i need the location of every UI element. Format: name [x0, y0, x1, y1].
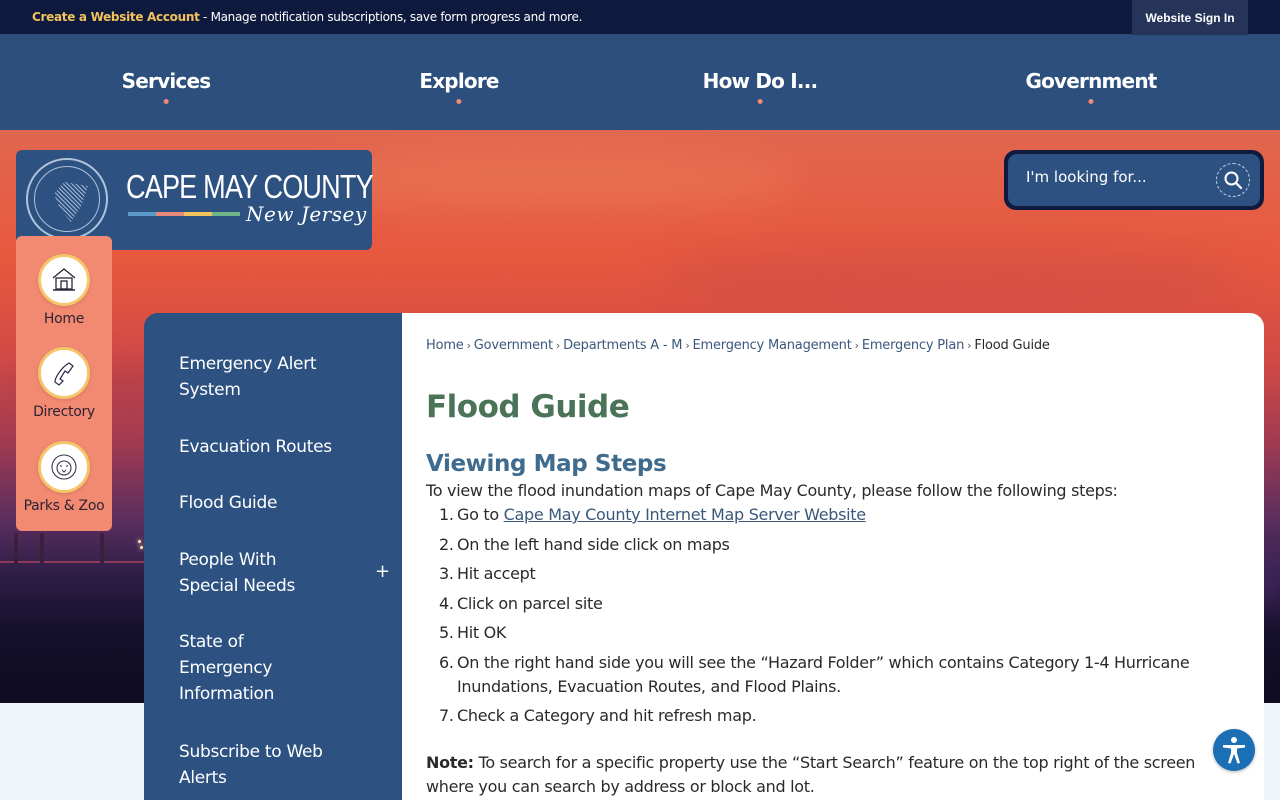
create-account-link[interactable]: Create a Website Account [32, 10, 200, 24]
search-field-wrapper [1008, 154, 1260, 206]
nav-dot-icon [1088, 99, 1093, 104]
breadcrumb [426, 338, 1050, 353]
account-promo-text: - Manage notification subscriptions, save form progress and more. [199, 10, 583, 24]
breadcrumb-separator: › [854, 339, 859, 352]
step-text: Click on parcel site [457, 594, 603, 613]
breadcrumb-emergency-plan[interactable]: Emergency Plan [861, 338, 965, 353]
color-bar [128, 212, 156, 216]
intro-text: To view the flood inundation maps of Cape May County, please follow the following steps: [426, 481, 1118, 500]
pier-post [100, 533, 104, 563]
step-number: 4. [439, 594, 454, 613]
cloud-shape [650, 240, 1250, 310]
nav-label: Services [121, 69, 211, 93]
step-number: 2. [439, 535, 454, 554]
list-item [439, 592, 1217, 616]
logo-title: CAPE MAY COUNTY [126, 168, 373, 205]
accessibility-button[interactable] [1213, 729, 1255, 771]
quick-link-parks-zoo[interactable] [16, 441, 112, 514]
pier-light [138, 540, 141, 543]
step-number: 3. [439, 564, 454, 583]
utility-bar [0, 0, 1280, 35]
step-text: Check a Category and hit refresh map. [457, 706, 757, 725]
step-text: Hit OK [457, 623, 507, 642]
map-server-link[interactable]: Cape May County Internet Map Server Website [503, 505, 866, 524]
color-bar [212, 212, 240, 216]
quick-links [16, 236, 112, 531]
step-text: Go to [457, 505, 504, 524]
note-label: Note: [426, 753, 474, 772]
color-bar [156, 212, 184, 216]
list-item [439, 533, 1217, 557]
quick-link-circle [38, 441, 90, 493]
nav-label: How Do I... [702, 69, 818, 93]
list-item [439, 704, 1217, 728]
nav-label: Government [1025, 69, 1157, 93]
list-item [439, 562, 1217, 586]
accessibility-icon [1219, 735, 1249, 765]
nav-government[interactable] [1025, 69, 1156, 104]
phone-icon [50, 359, 78, 387]
breadcrumb-emergency-management[interactable]: Emergency Management [692, 338, 852, 353]
search-button[interactable] [1216, 163, 1250, 197]
sidenav-item-subscribe-alerts[interactable]: Subscribe to Web Alerts [179, 742, 323, 788]
step-number: 6. [439, 653, 454, 672]
list-item [439, 503, 1217, 527]
breadcrumb-separator: › [685, 339, 690, 352]
main-content [402, 313, 1264, 800]
nav-dot-icon [164, 99, 169, 104]
quick-link-label: Directory [33, 404, 95, 420]
nav-services[interactable] [122, 69, 211, 104]
account-promo [32, 10, 582, 24]
step-text: Hit accept [457, 564, 536, 583]
sidenav-item-emergency-alert-system[interactable]: Emergency Alert System [179, 354, 317, 400]
breadcrumb-home[interactable]: Home [426, 338, 464, 353]
step-number: 5. [439, 623, 454, 642]
nav-dot-icon [457, 99, 462, 104]
quick-link-home[interactable] [16, 254, 112, 327]
breadcrumb-government[interactable]: Government [473, 338, 553, 353]
nav-explore[interactable] [419, 69, 498, 104]
quick-link-label: Home [43, 311, 85, 327]
sidenav-item-evacuation-routes[interactable]: Evacuation Routes [179, 437, 332, 457]
quick-link-directory[interactable] [16, 347, 112, 420]
pier-post [40, 533, 44, 563]
main-navigation [0, 35, 1280, 130]
site-search [1004, 150, 1264, 210]
list-item [439, 651, 1217, 699]
step-number: 7. [439, 706, 454, 725]
breadcrumb-departments[interactable]: Departments A - M [563, 338, 683, 353]
website-sign-in-button[interactable]: Website Sign In [1132, 0, 1248, 35]
breadcrumb-separator: › [967, 339, 972, 352]
pier-light [140, 546, 143, 549]
sidenav-item-people-special-needs[interactable]: People With Special Needs [179, 550, 296, 596]
sidenav-item-state-of-emergency[interactable]: State of Emergency Information [179, 632, 275, 704]
quick-link-circle [38, 254, 90, 306]
quick-link-label: Parks & Zoo [23, 498, 105, 514]
nav-label: Explore [419, 69, 499, 93]
nav-dot-icon [757, 99, 762, 104]
list-item [439, 621, 1217, 645]
section-heading: Viewing Map Steps [426, 451, 667, 477]
lion-icon [49, 452, 79, 482]
color-bar [184, 212, 212, 216]
section-side-nav [144, 313, 402, 800]
quick-link-circle [38, 347, 90, 399]
breadcrumb-separator: › [555, 339, 561, 352]
pier-post [14, 533, 18, 563]
step-number: 1. [439, 505, 454, 524]
county-logo[interactable] [16, 150, 372, 250]
breadcrumb-separator: › [466, 339, 471, 352]
step-text: On the right hand side you will see the “Hazard Folder” which contains Category 1-4 Hurricane Inundations, Evacuation Routes, and Flood Plains. [457, 653, 1190, 696]
search-input[interactable] [1026, 168, 1206, 186]
nav-how-do-i[interactable] [703, 69, 818, 104]
breadcrumb-current: Flood Guide [974, 338, 1050, 353]
county-seal-icon [26, 158, 108, 240]
expand-plus-icon[interactable]: + [375, 561, 391, 582]
search-icon [1223, 170, 1243, 190]
note-paragraph [426, 751, 1226, 799]
sidenav-item-flood-guide[interactable]: Flood Guide [179, 493, 278, 513]
pier-shape [0, 561, 150, 563]
step-text: On the left hand side click on maps [457, 535, 730, 554]
logo-subtitle: New Jersey [246, 202, 367, 226]
page-title: Flood Guide [426, 389, 630, 425]
note-text: To search for a specific property use the “Start Search” feature on the top right of the screen where you can search by address or block and lot. [426, 753, 1196, 796]
house-icon [49, 265, 79, 295]
cloud-shape [300, 150, 800, 210]
logo-color-bars [128, 212, 240, 216]
